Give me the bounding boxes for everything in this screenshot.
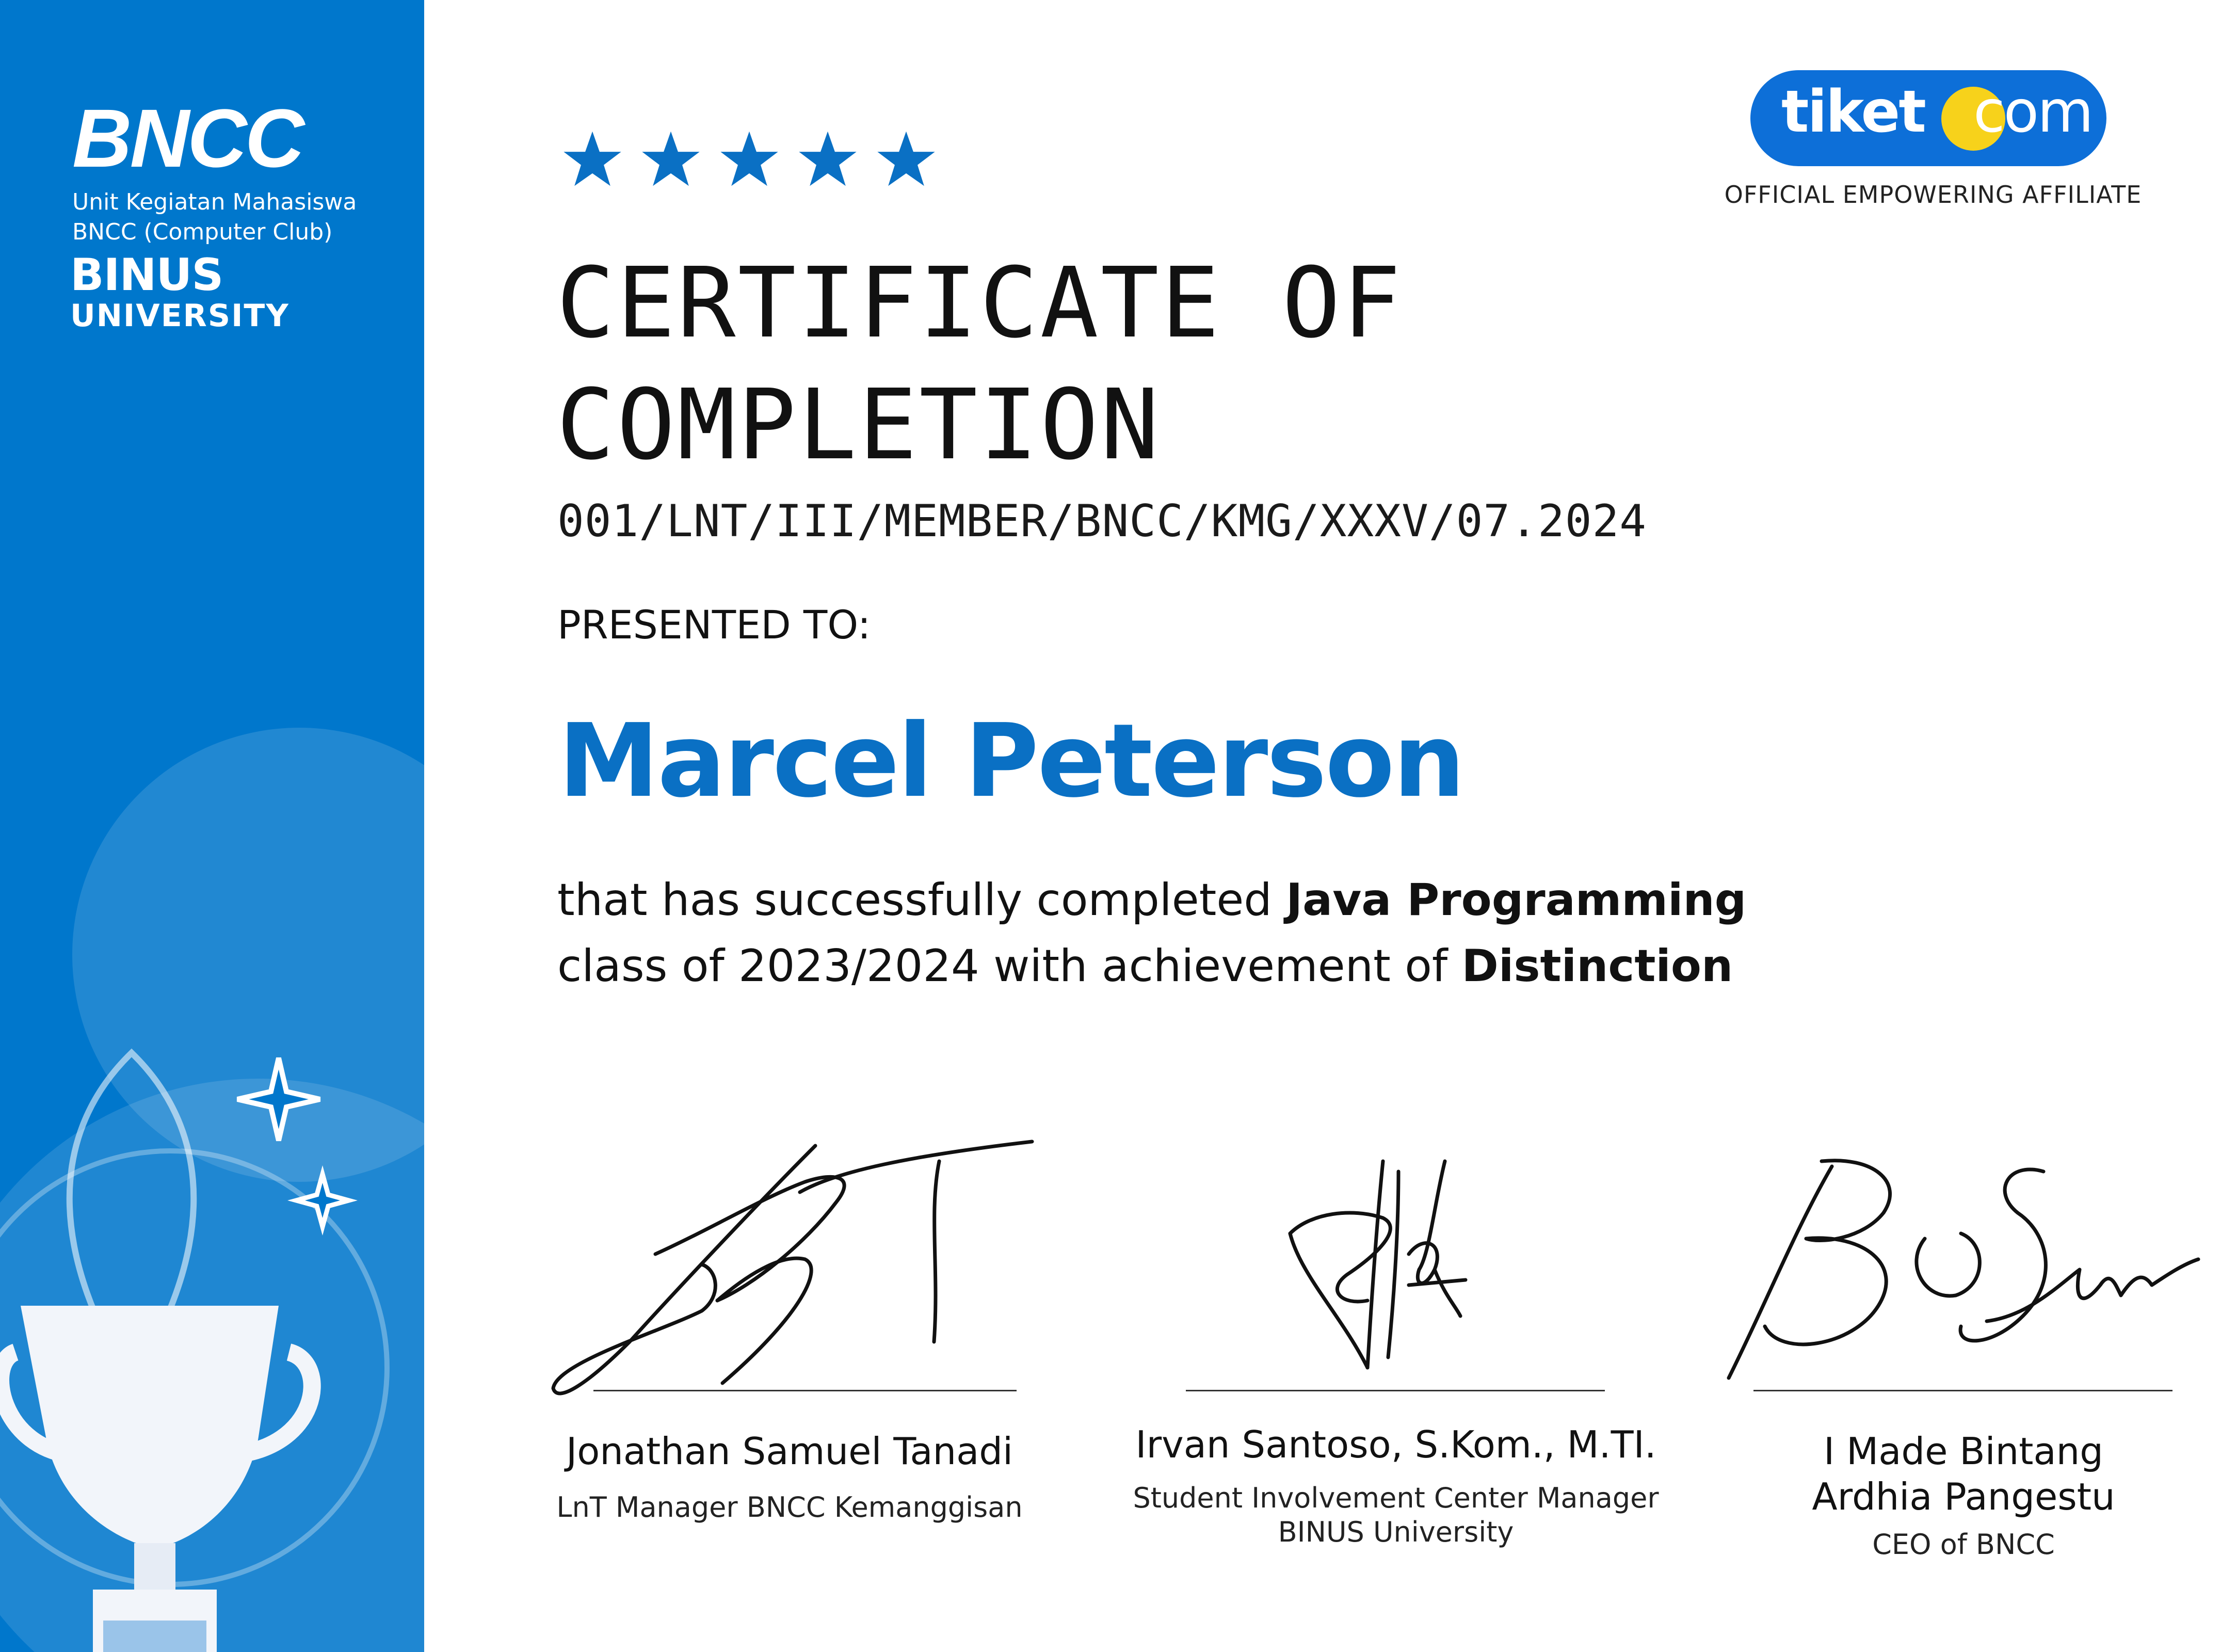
sidebar-panel (0, 0, 424, 1652)
trophy-illustration (0, 697, 424, 1652)
signatory-1-role: LnT Manager BNCC Kemanggisan (556, 1491, 1023, 1523)
bncc-logo: BNCC (72, 92, 303, 184)
signatory-3-name-line-1: I Made Bintang (1824, 1430, 2103, 1473)
signature-3 (1718, 1151, 2209, 1393)
signature-line-1 (593, 1390, 1017, 1391)
course-name: Java Programming (1286, 874, 1747, 926)
presented-to-label: PRESENTED TO: (557, 602, 871, 648)
org-line-2: BNCC (Computer Club) (72, 219, 333, 245)
star-icon (798, 129, 858, 189)
certificate-number: 001/LNT/III/MEMBER/BNCC/KMG/XXXV/07.2024 (557, 495, 1647, 547)
completion-description (557, 867, 1899, 999)
sponsor-tagline: OFFICIAL EMPOWERING AFFILIATE (1724, 181, 2142, 208)
signatory-2-role-1: Student Involvement Center Manager (1133, 1482, 1659, 1514)
signatory-3-role: CEO of BNCC (1872, 1528, 2055, 1561)
title-line-1: CERTIFICATE OF (556, 247, 1403, 360)
star-icon (876, 129, 936, 189)
star-icon (641, 129, 701, 189)
desc-text-1: that has successfully completed (557, 874, 1286, 926)
star-icon (719, 129, 779, 189)
signatory-3-name-line-2: Ardhia Pangestu (1812, 1475, 2115, 1518)
binus-logo: BINUS (70, 249, 223, 301)
desc-text-2: class of 2023/2024 with achievement of (557, 940, 1462, 992)
sponsor-logo-text-right: com (1973, 78, 2093, 146)
rating-stars (562, 129, 936, 189)
signature-line-2 (1186, 1390, 1605, 1391)
signatory-2-role-2: BINUS University (1278, 1516, 1514, 1548)
signature-2 (1280, 1151, 1486, 1378)
certificate-title (556, 243, 1588, 486)
signatory-1-name: Jonathan Samuel Tanadi (566, 1430, 1013, 1473)
title-line-2: COMPLETION (556, 368, 1161, 482)
signature-line-3 (1753, 1390, 2172, 1391)
university-label: UNIVERSITY (70, 298, 289, 334)
org-line-1: Unit Kegiatan Mahasiswa (72, 189, 357, 215)
signatory-2-name: Irvan Santoso, S.Kom., M.TI. (1135, 1423, 1656, 1466)
sponsor-logo-text-left: tiket (1781, 78, 1925, 146)
signature-1 (547, 1135, 1042, 1404)
recipient-name: Marcel Peterson (558, 702, 1464, 820)
star-icon (562, 129, 622, 189)
achievement-level: Distinction (1461, 940, 1733, 992)
